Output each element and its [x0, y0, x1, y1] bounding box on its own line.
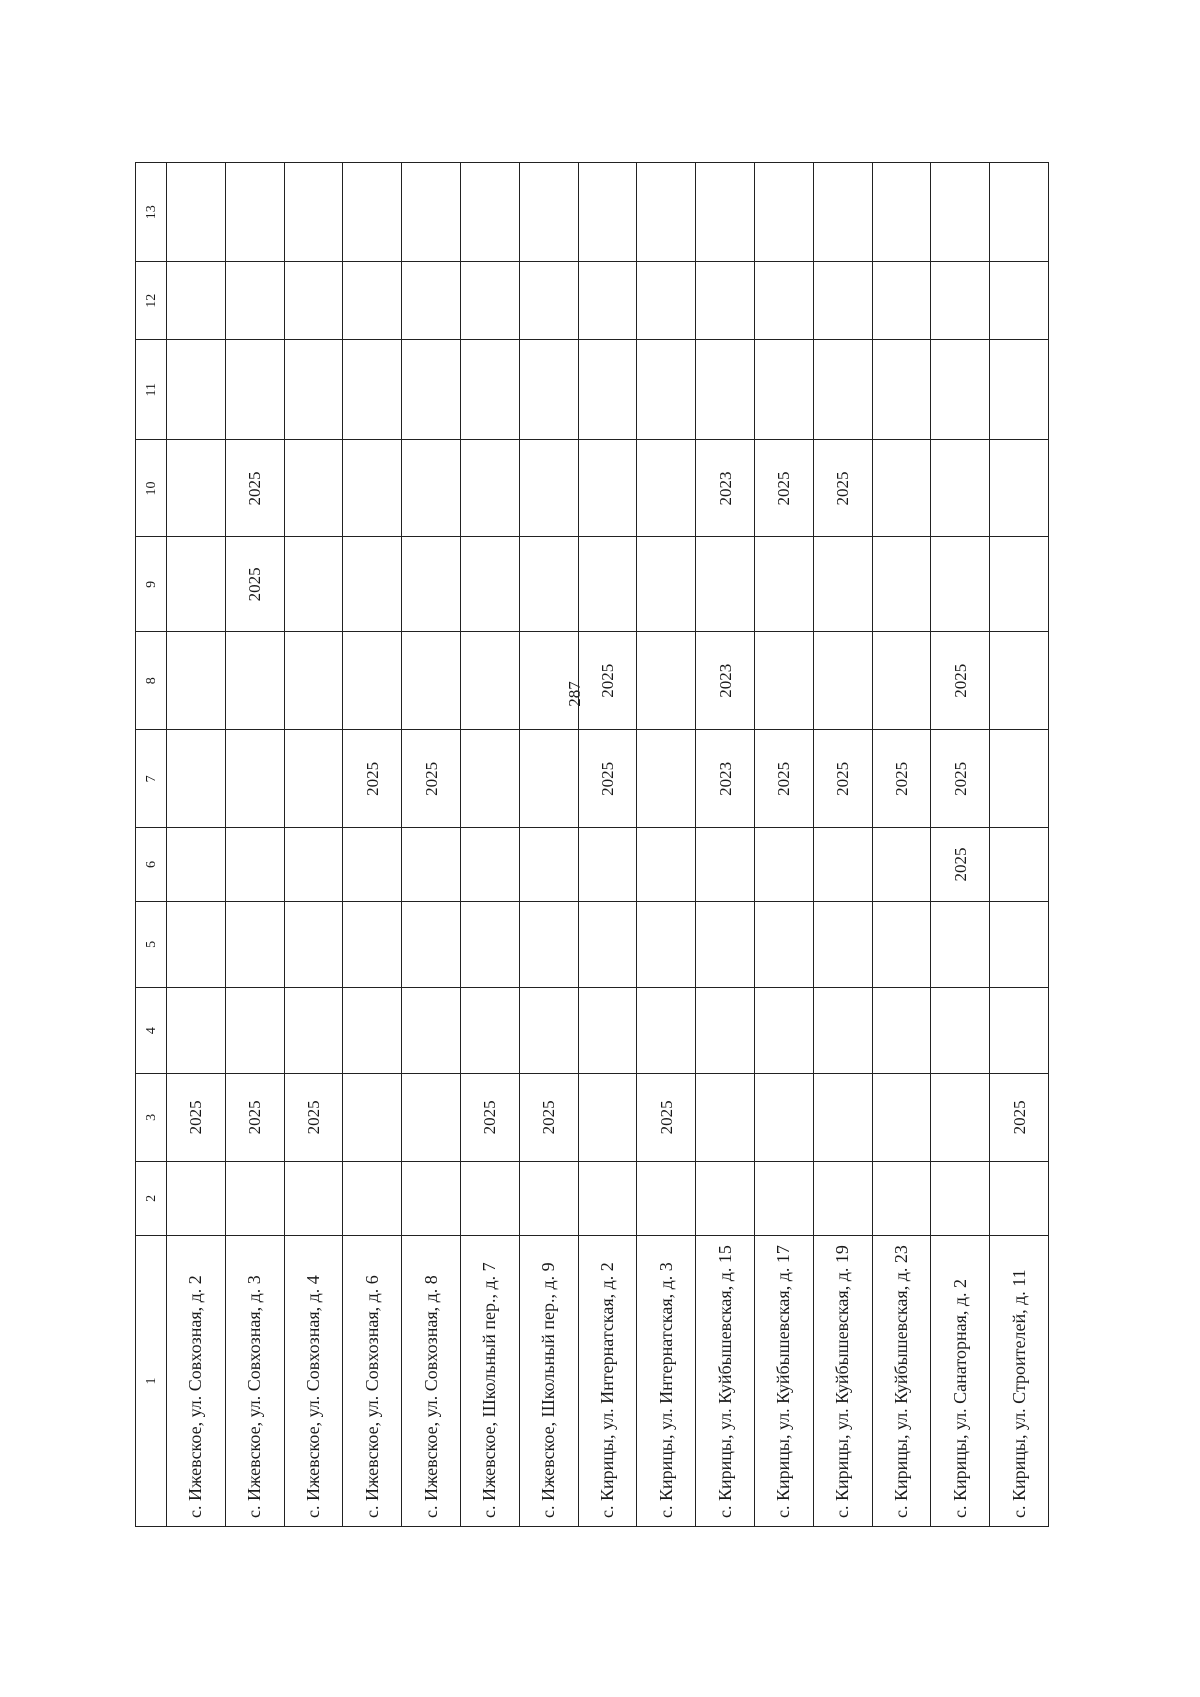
address-cell: с. Кирицы, ул. Куйбышевская, д. 23: [872, 1235, 931, 1526]
year-cell-col-12: [225, 262, 284, 340]
year-cell-col-11: [225, 340, 284, 440]
year-cell-col-13: [578, 163, 637, 262]
year-cell-col-4: [460, 988, 519, 1074]
table-row: [637, 163, 696, 1527]
table-row: [343, 163, 402, 1527]
address-cell: с. Ижевское, ул. Совхозная, д. 8: [402, 1235, 461, 1526]
year-cell-col-8: [637, 632, 696, 730]
year-cell-col-4: [696, 988, 755, 1074]
year-cell-col-6: [578, 828, 637, 901]
table-row: [578, 163, 637, 1527]
year-cell-col-8: [343, 632, 402, 730]
year-cell-col-8: [460, 632, 519, 730]
table-row: [813, 163, 872, 1527]
column-header-1: 1: [136, 1235, 167, 1526]
year-cell-col-6: [519, 828, 578, 901]
year-cell-col-10: [519, 440, 578, 537]
column-header-7: 7: [136, 730, 167, 828]
year-cell-col-12: [931, 262, 990, 340]
year-cell-col-3: [754, 1073, 813, 1161]
table-row: [167, 163, 226, 1527]
year-cell-col-11: [931, 340, 990, 440]
year-cell-col-10: 2025: [225, 440, 284, 537]
column-header-8: 8: [136, 632, 167, 730]
year-cell-col-8: 2023: [696, 632, 755, 730]
year-cell-col-2: [402, 1161, 461, 1235]
year-cell-col-2: [813, 1161, 872, 1235]
page-number: 287: [565, 681, 584, 707]
year-cell-col-12: [284, 262, 343, 340]
year-cell-col-7: [519, 730, 578, 828]
column-header-12: 12: [136, 262, 167, 340]
year-cell-col-6: [284, 828, 343, 901]
year-cell-col-8: [284, 632, 343, 730]
year-cell-col-10: [637, 440, 696, 537]
address-cell: с. Ижевское, ул. Совхозная, д. 6: [343, 1235, 402, 1526]
year-cell-col-2: [343, 1161, 402, 1235]
year-cell-col-7: 2025: [872, 730, 931, 828]
year-cell-col-6: [872, 828, 931, 901]
year-cell-col-4: [872, 988, 931, 1074]
address-cell: с. Ижевское, ул. Совхозная, д. 4: [284, 1235, 343, 1526]
year-cell-col-11: [754, 340, 813, 440]
year-cell-col-13: [460, 163, 519, 262]
table-row: [931, 163, 990, 1527]
year-cell-col-13: [402, 163, 461, 262]
year-cell-col-6: [813, 828, 872, 901]
year-cell-col-7: [460, 730, 519, 828]
year-cell-col-10: [167, 440, 226, 537]
year-cell-col-9: [519, 537, 578, 632]
year-cell-col-13: [872, 163, 931, 262]
year-cell-col-4: [813, 988, 872, 1074]
year-cell-col-13: [343, 163, 402, 262]
year-cell-col-10: [460, 440, 519, 537]
address-cell: с. Кирицы, ул. Куйбышевская, д. 19: [813, 1235, 872, 1526]
year-cell-col-7: [225, 730, 284, 828]
table-row: [225, 163, 284, 1527]
schedule-table-rotated: [135, 162, 1049, 1527]
year-cell-col-5: [578, 901, 637, 988]
year-cell-col-8: [872, 632, 931, 730]
year-cell-col-8: [402, 632, 461, 730]
year-cell-col-7: 2025: [754, 730, 813, 828]
year-cell-col-9: [460, 537, 519, 632]
year-cell-col-6: 2025: [931, 828, 990, 901]
year-cell-col-5: [872, 901, 931, 988]
year-cell-col-11: [402, 340, 461, 440]
year-cell-col-9: 2025: [225, 537, 284, 632]
year-cell-col-9: [813, 537, 872, 632]
table-row: [460, 163, 519, 1527]
year-cell-col-5: [931, 901, 990, 988]
year-cell-col-5: [460, 901, 519, 988]
table-row: [990, 163, 1049, 1527]
year-cell-col-5: [990, 901, 1049, 988]
year-cell-col-8: [813, 632, 872, 730]
year-cell-col-7: 2025: [343, 730, 402, 828]
year-cell-col-9: [931, 537, 990, 632]
year-cell-col-5: [519, 901, 578, 988]
year-cell-col-10: 2025: [754, 440, 813, 537]
year-cell-col-6: [402, 828, 461, 901]
year-cell-col-2: [578, 1161, 637, 1235]
year-cell-col-10: [402, 440, 461, 537]
year-cell-col-2: [637, 1161, 696, 1235]
address-cell: с. Ижевское, Школьный пер., д. 7: [460, 1235, 519, 1526]
year-cell-col-5: [225, 901, 284, 988]
year-cell-col-5: [284, 901, 343, 988]
year-cell-col-10: 2025: [813, 440, 872, 537]
year-cell-col-6: [460, 828, 519, 901]
year-cell-col-8: [225, 632, 284, 730]
year-cell-col-2: [460, 1161, 519, 1235]
year-cell-col-7: 2025: [578, 730, 637, 828]
year-cell-col-7: 2025: [931, 730, 990, 828]
year-cell-col-12: [990, 262, 1049, 340]
column-header-11: 11: [136, 340, 167, 440]
year-cell-col-13: [931, 163, 990, 262]
year-cell-col-4: [754, 988, 813, 1074]
year-cell-col-12: [343, 262, 402, 340]
year-cell-col-3: [872, 1073, 931, 1161]
year-cell-col-13: [637, 163, 696, 262]
year-cell-col-5: [696, 901, 755, 988]
year-cell-col-10: [284, 440, 343, 537]
header-row: [136, 163, 167, 1527]
table-row: [872, 163, 931, 1527]
year-cell-col-4: [402, 988, 461, 1074]
column-header-13: 13: [136, 163, 167, 262]
year-cell-col-8: [167, 632, 226, 730]
address-cell: с. Кирицы, ул. Интернатская, д. 3: [637, 1235, 696, 1526]
year-cell-col-9: [167, 537, 226, 632]
year-cell-col-10: [931, 440, 990, 537]
year-cell-col-4: [519, 988, 578, 1074]
address-cell: с. Ижевское, ул. Совхозная, д. 3: [225, 1235, 284, 1526]
year-cell-col-11: [460, 340, 519, 440]
year-cell-col-2: [990, 1161, 1049, 1235]
year-cell-col-3: 2025: [460, 1073, 519, 1161]
table-row: [754, 163, 813, 1527]
year-cell-col-11: [872, 340, 931, 440]
year-cell-col-3: 2025: [225, 1073, 284, 1161]
table-row: [519, 163, 578, 1527]
year-cell-col-2: [931, 1161, 990, 1235]
address-cell: с. Кирицы, ул. Куйбышевская, д. 17: [754, 1235, 813, 1526]
year-cell-col-4: [343, 988, 402, 1074]
year-cell-col-3: [813, 1073, 872, 1161]
year-cell-col-3: [402, 1073, 461, 1161]
year-cell-col-9: [343, 537, 402, 632]
year-cell-col-7: 2025: [813, 730, 872, 828]
year-cell-col-6: [343, 828, 402, 901]
year-cell-col-12: [813, 262, 872, 340]
year-cell-col-9: [696, 537, 755, 632]
year-cell-col-10: [990, 440, 1049, 537]
year-cell-col-11: [578, 340, 637, 440]
year-cell-col-7: [167, 730, 226, 828]
year-cell-col-6: [637, 828, 696, 901]
year-cell-col-6: [754, 828, 813, 901]
year-cell-col-9: [637, 537, 696, 632]
year-cell-col-2: [167, 1161, 226, 1235]
year-cell-col-11: [696, 340, 755, 440]
year-cell-col-10: [578, 440, 637, 537]
year-cell-col-8: [754, 632, 813, 730]
year-cell-col-12: [696, 262, 755, 340]
year-cell-col-2: [872, 1161, 931, 1235]
address-cell: с. Кирицы, ул. Куйбышевская, д. 15: [696, 1235, 755, 1526]
address-cell: с. Ижевское, ул. Совхозная, д. 2: [167, 1235, 226, 1526]
year-cell-col-11: [284, 340, 343, 440]
year-cell-col-2: [284, 1161, 343, 1235]
year-cell-col-12: [167, 262, 226, 340]
year-cell-col-4: [225, 988, 284, 1074]
year-cell-col-11: [813, 340, 872, 440]
year-cell-col-13: [754, 163, 813, 262]
year-cell-col-3: 2025: [167, 1073, 226, 1161]
year-cell-col-13: [284, 163, 343, 262]
year-cell-col-2: [519, 1161, 578, 1235]
year-cell-col-12: [872, 262, 931, 340]
year-cell-col-5: [167, 901, 226, 988]
year-cell-col-5: [402, 901, 461, 988]
year-cell-col-13: [696, 163, 755, 262]
address-cell: с. Ижевское, Школьный пер., д. 9: [519, 1235, 578, 1526]
year-cell-col-3: [931, 1073, 990, 1161]
year-cell-col-8: [990, 632, 1049, 730]
year-cell-col-11: [637, 340, 696, 440]
year-cell-col-2: [225, 1161, 284, 1235]
year-cell-col-12: [402, 262, 461, 340]
year-cell-col-2: [754, 1161, 813, 1235]
year-cell-col-4: [167, 988, 226, 1074]
year-cell-col-9: [754, 537, 813, 632]
table-row: [696, 163, 755, 1527]
year-cell-col-13: [225, 163, 284, 262]
address-cell: с. Кирицы, ул. Интернатская, д. 2: [578, 1235, 637, 1526]
year-cell-col-10: 2023: [696, 440, 755, 537]
year-cell-col-5: [343, 901, 402, 988]
table-header: [136, 163, 167, 1527]
year-cell-col-2: [696, 1161, 755, 1235]
year-cell-col-12: [460, 262, 519, 340]
year-cell-col-12: [637, 262, 696, 340]
year-cell-col-6: [696, 828, 755, 901]
year-cell-col-9: [872, 537, 931, 632]
year-cell-col-3: 2025: [990, 1073, 1049, 1161]
year-cell-col-9: [402, 537, 461, 632]
year-cell-col-6: [990, 828, 1049, 901]
year-cell-col-10: [872, 440, 931, 537]
table-row: [284, 163, 343, 1527]
year-cell-col-11: [990, 340, 1049, 440]
year-cell-col-12: [519, 262, 578, 340]
year-cell-col-7: [637, 730, 696, 828]
year-cell-col-6: [167, 828, 226, 901]
year-cell-col-3: 2025: [519, 1073, 578, 1161]
column-header-9: 9: [136, 537, 167, 632]
year-cell-col-7: 2025: [402, 730, 461, 828]
year-cell-col-3: [343, 1073, 402, 1161]
column-header-5: 5: [136, 901, 167, 988]
column-header-4: 4: [136, 988, 167, 1074]
year-cell-col-3: 2025: [284, 1073, 343, 1161]
year-cell-col-4: [931, 988, 990, 1074]
address-cell: с. Кирицы, ул. Строителей, д. 11: [990, 1235, 1049, 1526]
year-cell-col-11: [167, 340, 226, 440]
table-row: [402, 163, 461, 1527]
year-cell-col-3: [696, 1073, 755, 1161]
address-cell: с. Кирицы, ул. Санаторная, д. 2: [931, 1235, 990, 1526]
year-cell-col-3: [578, 1073, 637, 1161]
year-cell-col-7: [284, 730, 343, 828]
year-cell-col-12: [754, 262, 813, 340]
year-cell-col-11: [519, 340, 578, 440]
column-header-10: 10: [136, 440, 167, 537]
year-cell-col-9: [990, 537, 1049, 632]
year-cell-col-5: [637, 901, 696, 988]
year-cell-col-4: [990, 988, 1049, 1074]
year-cell-col-13: [519, 163, 578, 262]
table-body: [167, 163, 1049, 1527]
year-cell-col-13: [813, 163, 872, 262]
year-cell-col-10: [343, 440, 402, 537]
year-cell-col-4: [284, 988, 343, 1074]
year-cell-col-8: 2025: [578, 632, 637, 730]
year-cell-col-4: [578, 988, 637, 1074]
schedule-table: [135, 162, 1049, 1527]
column-header-6: 6: [136, 828, 167, 901]
year-cell-col-7: [990, 730, 1049, 828]
year-cell-col-11: [343, 340, 402, 440]
column-header-3: 3: [136, 1073, 167, 1161]
year-cell-col-8: 2025: [931, 632, 990, 730]
year-cell-col-13: [990, 163, 1049, 262]
year-cell-col-13: [167, 163, 226, 262]
year-cell-col-7: 2023: [696, 730, 755, 828]
year-cell-col-9: [578, 537, 637, 632]
year-cell-col-12: [578, 262, 637, 340]
year-cell-col-4: [637, 988, 696, 1074]
year-cell-col-5: [754, 901, 813, 988]
year-cell-col-5: [813, 901, 872, 988]
year-cell-col-9: [284, 537, 343, 632]
column-header-2: 2: [136, 1161, 167, 1235]
year-cell-col-8: [519, 632, 578, 730]
year-cell-col-3: 2025: [637, 1073, 696, 1161]
year-cell-col-6: [225, 828, 284, 901]
